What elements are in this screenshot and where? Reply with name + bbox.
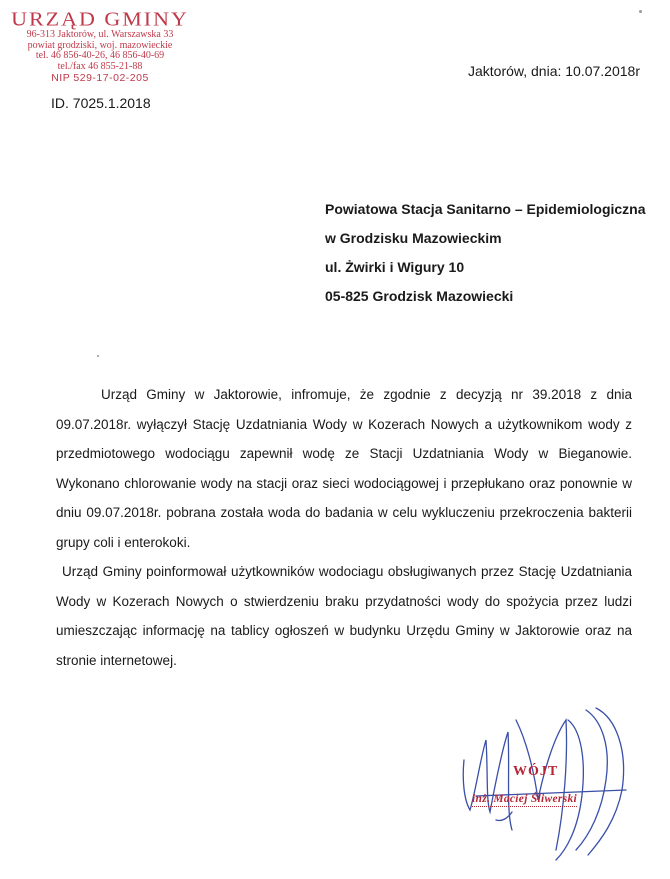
recipient-line-2: w Grodzisku Mazowieckim — [325, 230, 502, 246]
body-paragraph-2: Urząd Gminy poinformował użytkowników wodociagu obsługiwanych przez Stację Uzdatniania Wody w Kozerach Nowych o stwierdzeniu braku przydatności wody do spożycia przez ludzi umieszczając informację na tablicy ogłoszeń w budynku Urzędu Gminy w Jaktorowie oraz na stronie internetowej. — [56, 564, 632, 668]
stamp-fax: tel./fax 46 855-21-88 — [57, 60, 143, 72]
office-stamp — [6, 8, 194, 84]
stamp-nip: NIP 529-17-02-205 — [51, 72, 149, 84]
document-id: ID. 7025.1.2018 — [51, 95, 151, 111]
stamp-address: 96-313 Jaktorów, ul. Warszawska 33 — [26, 29, 174, 40]
signature-block — [456, 700, 646, 870]
recipient-address — [325, 195, 646, 311]
recipient-line-3: ul. Żwirki i Wigury 10 — [325, 259, 465, 275]
handwritten-signature — [456, 700, 646, 870]
recipient-line-1: Powiatowa Stacja Sanitarno – Epidemiologiczna — [325, 201, 646, 217]
stamp-title: URZĄD GMINY — [11, 7, 189, 30]
scan-speck — [97, 355, 99, 357]
recipient-line-4: 05-825 Grodzisk Mazowiecki — [325, 288, 514, 304]
letter-body — [56, 380, 632, 675]
stamp-district: powiat grodziski, woj. mazowieckie — [27, 39, 173, 51]
scan-speck — [639, 10, 642, 13]
signature-title: WÓJT — [513, 764, 559, 779]
stamp-phone: tel. 46 856-40-26, 46 856-40-69 — [35, 50, 165, 61]
signature-name: inż. Maciej Śliwerski — [472, 793, 578, 805]
body-paragraph-1: Urząd Gminy w Jaktorowie, infromuje, że zgodnie z decyzją nr 39.2018 z dnia 09.07.2018r. wyłączył Stację Uzdatniania Wody w Kozerach Nowych a użytkownikom wody z przedmiotowego wodociągu zapewnił wodę ze Stacji Uzdatniania Wody w Bieganowie. Wykonano chlorowanie wody na stacji oraz sieci wodociągowej i przepłukano oraz ponownie w dniu 09.07.2018r. pobrana została woda do badania w celu wykluczeniu przekroczenia bakterii grupy coli i enterokoki. — [56, 387, 632, 550]
place-date: Jaktorów, dnia: 10.07.2018r — [467, 63, 640, 79]
